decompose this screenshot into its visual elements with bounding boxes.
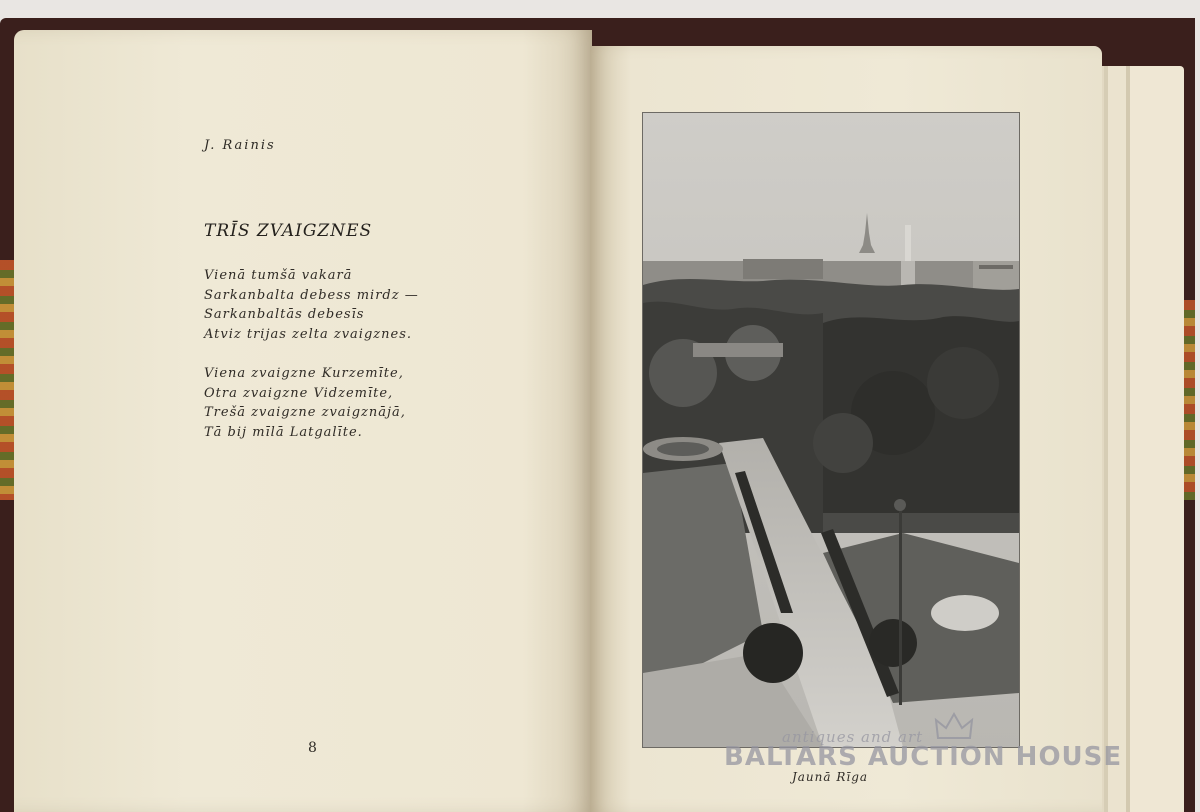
watermark-tagline: antiques and art xyxy=(782,728,924,746)
cover-pattern-right xyxy=(1183,300,1195,500)
photo-caption: Jaunā Rīga xyxy=(791,770,869,784)
poem-line: Viena zvaigzne Kurzemīte, xyxy=(204,366,404,381)
poem-line: Atviz trijas zelta zvaigznes. xyxy=(204,326,412,342)
poem-stanza-1 xyxy=(204,266,419,344)
park-photograph xyxy=(642,112,1020,748)
poem-line: Sarkanbaltās debesīs xyxy=(204,307,365,322)
page-stack xyxy=(1090,66,1184,812)
poem-line: Trešā zvaigzne zvaigznājā, xyxy=(204,405,406,420)
page-number: 8 xyxy=(308,740,317,756)
poem-stanza-2 xyxy=(204,364,406,442)
poem-author: J. Rainis xyxy=(204,138,276,153)
poem-line: Vienā tumšā vakarā xyxy=(204,268,353,283)
poem-line: Sarkanbalta debess mirdz — xyxy=(204,287,419,303)
crown-icon xyxy=(934,712,974,742)
auction-watermark xyxy=(724,728,1123,772)
poem-title: TRĪS ZVAIGZNES xyxy=(204,221,373,241)
watermark-brand: BALTARS AUCTION HOUSE xyxy=(724,742,1123,772)
poem-line: Tā bij mīlā Latgalīte. xyxy=(204,424,363,440)
poem-line: Otra zvaigzne Vidzemīte, xyxy=(204,385,394,401)
